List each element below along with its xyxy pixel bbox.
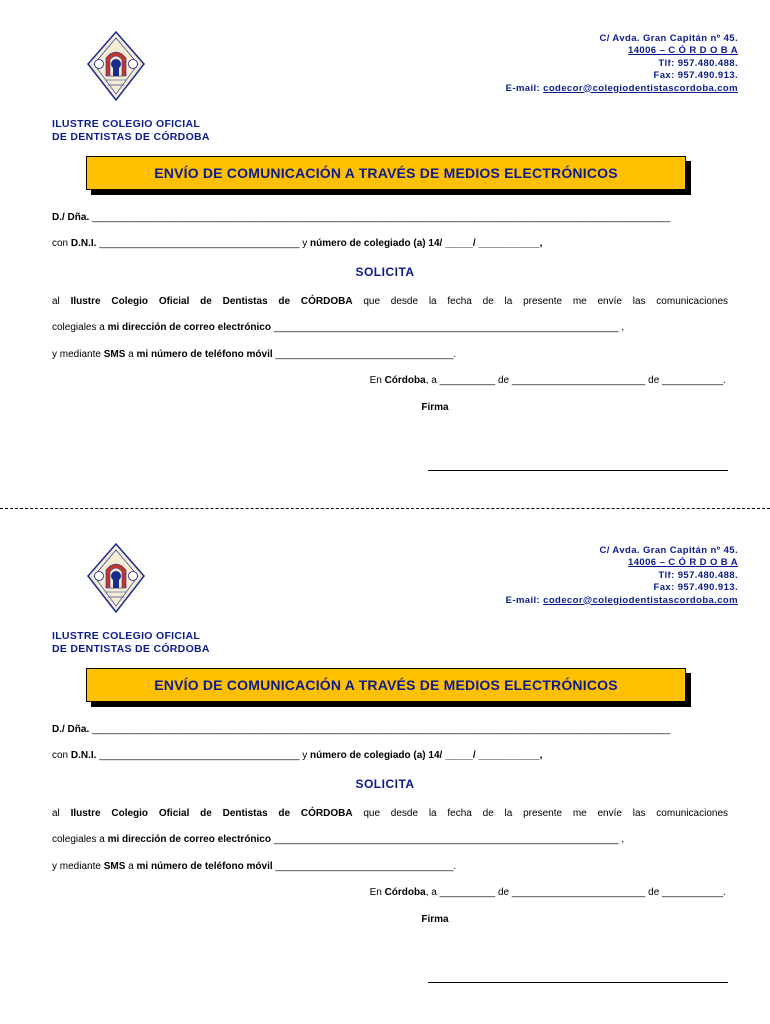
date-field[interactable]: , a __________ de ________________________ de ___________. [425, 887, 726, 898]
address-street: C/ Avda. Gran Capitán nº 45. [599, 545, 738, 556]
college-logo-icon [86, 542, 146, 614]
college-name-line1: ILUSTRE COLEGIO OFICIAL [52, 630, 201, 642]
p1-pre: al [52, 296, 71, 307]
p3-pre: y mediante [52, 861, 104, 872]
email-line [52, 322, 624, 333]
mobile-field[interactable]: ________________________________. [272, 861, 457, 872]
date-pre: En [369, 887, 385, 898]
name-line [52, 212, 670, 223]
date-field[interactable]: , a __________ de ________________________ de ___________. [425, 375, 726, 386]
name-label: D./ Dña. [52, 212, 90, 223]
dni-pre: con [52, 238, 71, 249]
p3-pre: y mediante [52, 349, 104, 360]
request-paragraph-line1 [52, 296, 728, 307]
name-label: D./ Dña. [52, 724, 90, 735]
email-label: E-mail: [505, 594, 544, 606]
dni-line [52, 238, 542, 249]
colegiado-field[interactable]: _____/ ___________, [442, 238, 543, 249]
p3-mid: a [125, 349, 137, 360]
signature-line[interactable] [428, 470, 728, 471]
college-name-line1: ILUSTRE COLEGIO OFICIAL [52, 118, 201, 130]
p2-pre: colegiales a [52, 834, 108, 845]
email-label-inline: mi dirección de correo electrónico [107, 322, 271, 333]
dni-line [52, 750, 542, 761]
college-name-line2: DE DENTISTAS DE CÓRDOBA [52, 643, 210, 655]
college-name [52, 118, 210, 144]
dni-field[interactable]: ____________________________________ y [96, 238, 311, 249]
request-paragraph-line1 [52, 808, 728, 819]
form-title-banner: ENVÍO DE COMUNICACIÓN A TRAVÉS DE MEDIOS ELECTRÓNICOS [86, 668, 686, 702]
address-street: C/ Avda. Gran Capitán nº 45. [599, 33, 738, 44]
address-email-row [506, 595, 738, 607]
contact-address [506, 33, 738, 95]
cut-line-divider [0, 508, 770, 509]
sms-label: SMS [103, 349, 126, 360]
college-name-line2: DE DENTISTAS DE CÓRDOBA [52, 131, 210, 143]
colegiado-label: número de colegiado (a) 14/ [310, 238, 443, 249]
date-city: Córdoba [384, 887, 426, 898]
signature-label: Firma [421, 914, 449, 925]
form-title-banner: ENVÍO DE COMUNICACIÓN A TRAVÉS DE MEDIOS ELECTRÓNICOS [86, 156, 686, 190]
date-city: Córdoba [384, 375, 426, 386]
address-fax: Fax: 957.490.913. [653, 582, 738, 594]
mobile-label: mi número de teléfono móvil [136, 861, 273, 872]
mobile-label: mi número de teléfono móvil [136, 349, 273, 360]
email-label: E-mail: [505, 82, 544, 94]
signature-line[interactable] [428, 982, 728, 983]
email-field[interactable]: ______________________________________________________________ , [270, 322, 625, 333]
address-phone: Tlf: 957.480.488. [658, 569, 738, 581]
address-city: 14006 – C Ó R D O B A [628, 557, 738, 569]
address-fax: Fax: 957.490.913. [653, 70, 738, 82]
email-link[interactable]: codecor@colegiodentistascordoba.com [543, 82, 738, 94]
dni-label: D.N.I. [70, 750, 97, 761]
form-copy-bottom [0, 512, 770, 1024]
p3-mid: a [125, 861, 137, 872]
dni-label: D.N.I. [70, 238, 97, 249]
college-name [52, 630, 210, 656]
signature-label: Firma [421, 402, 449, 413]
p1-post: que desde la fecha de la presente me envíe las comunicaciones [352, 808, 729, 819]
sms-line [52, 349, 456, 360]
dni-field[interactable]: ____________________________________ y [96, 750, 311, 761]
college-name-inline: Ilustre Colegio Oficial de Dentistas de CÓRDOBA [70, 808, 353, 819]
date-pre: En [369, 375, 385, 386]
email-field[interactable]: ______________________________________________________________ , [270, 834, 625, 845]
name-field[interactable]: ________________________________________________________________________________________________________ [89, 212, 671, 223]
p2-pre: colegiales a [52, 322, 108, 333]
college-name-inline: Ilustre Colegio Oficial de Dentistas de CÓRDOBA [70, 296, 353, 307]
name-line [52, 724, 670, 735]
email-link[interactable]: codecor@colegiodentistascordoba.com [543, 594, 738, 606]
sms-line [52, 861, 456, 872]
address-phone: Tlf: 957.480.488. [658, 57, 738, 69]
colegiado-field[interactable]: _____/ ___________, [442, 750, 543, 761]
email-label-inline: mi dirección de correo electrónico [107, 834, 271, 845]
email-line [52, 834, 624, 845]
p1-post: que desde la fecha de la presente me envíe las comunicaciones [352, 296, 729, 307]
mobile-field[interactable]: ________________________________. [272, 349, 457, 360]
dni-pre: con [52, 750, 71, 761]
p1-pre: al [52, 808, 71, 819]
solicita-heading: SOLICITA [355, 777, 415, 791]
solicita-heading: SOLICITA [355, 265, 415, 279]
contact-address [506, 545, 738, 607]
name-field[interactable]: ________________________________________________________________________________________________________ [89, 724, 671, 735]
colegiado-label: número de colegiado (a) 14/ [310, 750, 443, 761]
sms-label: SMS [103, 861, 126, 872]
address-email-row [506, 83, 738, 95]
date-line [370, 375, 726, 386]
college-logo-icon [86, 30, 146, 102]
address-city: 14006 – C Ó R D O B A [628, 45, 738, 57]
date-line [370, 887, 726, 898]
